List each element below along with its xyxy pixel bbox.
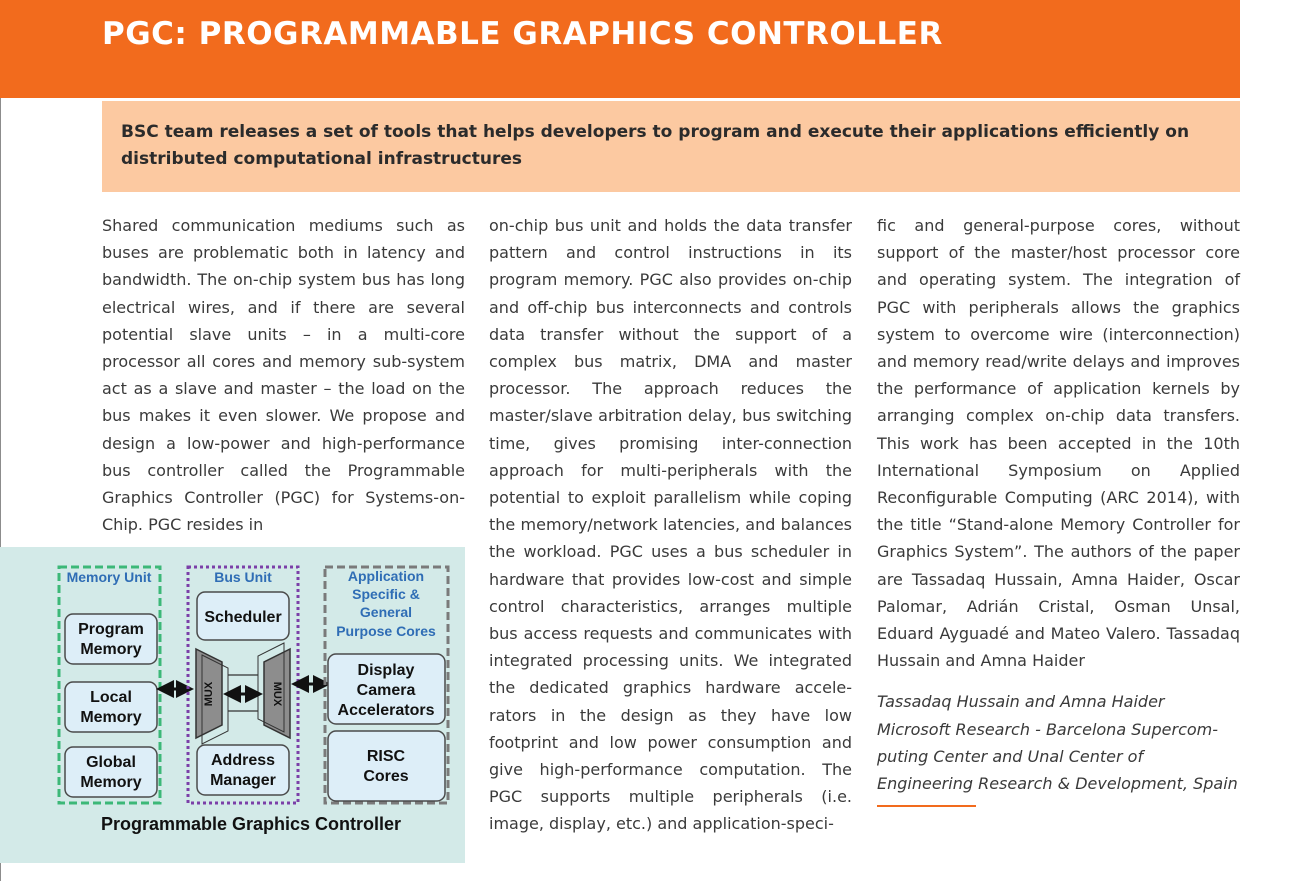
header-bar [0,0,1240,98]
signature-line-4: Engineering Research & Development, Spain [877,774,1238,794]
body-paragraph-3: fic and general-purpose cores, without support of the master/host processor core and operating system. The integration of PGC with peripherals allows the graphics system to overcome wire (interconnection) and memory read/write delays and improves the performance of application kernels by arranging complex on-chip data transfers. This work has been accepted in the 10th International Symposium on Applied Reconfigurable Computing (ARC 2014), with the title “Stand-alone Memory Controller for Graphics System”. The authors of the paper are Tassadaq Hussain, Amna Haider, Oscar Palomar, Adrián Cristal, Osman Unsal, Eduard Ayguadé and Mateo Valero. Tassadaq Hussain and Amna Haider [877,216,1240,671]
local-memory-label-2: Memory [80,709,142,726]
camera-label: Camera [356,682,416,699]
mux-right-label: MUX [271,681,283,707]
address-manager-label-1: Address [210,752,276,769]
mux-left-label: MUX [203,681,215,707]
subtitle-box [102,101,1240,192]
risc-label-2: Cores [363,768,409,785]
body-column-3 [877,212,1240,807]
pgc-diagram-svg [0,547,465,863]
body-paragraph-1: Shared communication mediums such as buses are problematic both in latency and bandwidth. The on-chip system bus has long electrical wires, and if there are several potential slave units – in a multi-core processor all cores and memory sub-system act as a slave and master – the load on the bus makes it even slower. We propose and design a low-power and high-performance bus controller called the Programmable Graphics Controller (PGC) for Systems-on-Chip. PGC resides in [102,216,465,535]
address-manager-label-2: Manager [210,772,276,789]
body-column-2 [489,212,852,838]
signature-line-1: Tassadaq Hussain and Amna Haider [877,692,1165,712]
signature-line-2: Microsoft Research - Barcelona Supercom- [877,719,1219,739]
risc-cores-box [328,731,445,801]
global-memory-label-1: Global [86,754,136,771]
accelerators-label: Accelerators [337,702,435,719]
memory-unit-label: Memory Unit [66,569,152,585]
display-label: Display [357,662,415,679]
bus-unit-label: Bus Unit [214,569,272,585]
global-memory-label-2: Memory [80,774,142,791]
page-title: PGC: PROGRAMMABLE GRAPHICS CONTROLLER [102,16,943,52]
application-label-1: Application [347,568,425,584]
body-paragraph-2: on-chip bus unit and holds the data transfer pattern and control instructions in its program memory. PGC also provides on-chip and off-chip bus interconnects and controls data transfer without the support of a complex bus matrix, DMA and master processor. The approach reduces the master/slave arbitration delay, bus switching time, gives promising inter-connection approach for multi-peripherals with the potential to exploit parallelism while coping the memory/network latencies, and balances the workload. PGC uses a bus scheduler in hardware that provides low-cost and simple control characteristics, arranges multiple bus access requests and communicates with integrated processing units. We integrated the dedicated graphics hardware accele-rators in the design as they have low footprint and low power consumption and give high-performance computation. The PGC supports multiple peripherals (i.e. image, display, etc.) and application-speci- [489,216,852,834]
application-label-2: Specific & [352,586,420,602]
local-memory-label-1: Local [90,689,132,706]
application-label-3: General [359,604,413,620]
signature-line-3: puting Center and Unal Center of [877,746,1144,766]
figure-caption: Programmable Graphics Controller [100,814,402,834]
pgc-diagram [0,547,465,863]
scheduler-label: Scheduler [204,609,282,626]
subtitle-text: BSC team releases a set of tools that helps developers to program and execute their applications efficiently on distributed computational infrastructures [121,122,1190,169]
program-memory-label-1: Program [78,621,144,638]
end-rule [877,805,976,807]
program-memory-label-2: Memory [80,641,142,658]
body-column-1 [102,212,465,538]
application-label-4: Purpose Cores [336,623,436,639]
risc-label-1: RISC [366,748,406,765]
author-signature [877,688,1240,797]
